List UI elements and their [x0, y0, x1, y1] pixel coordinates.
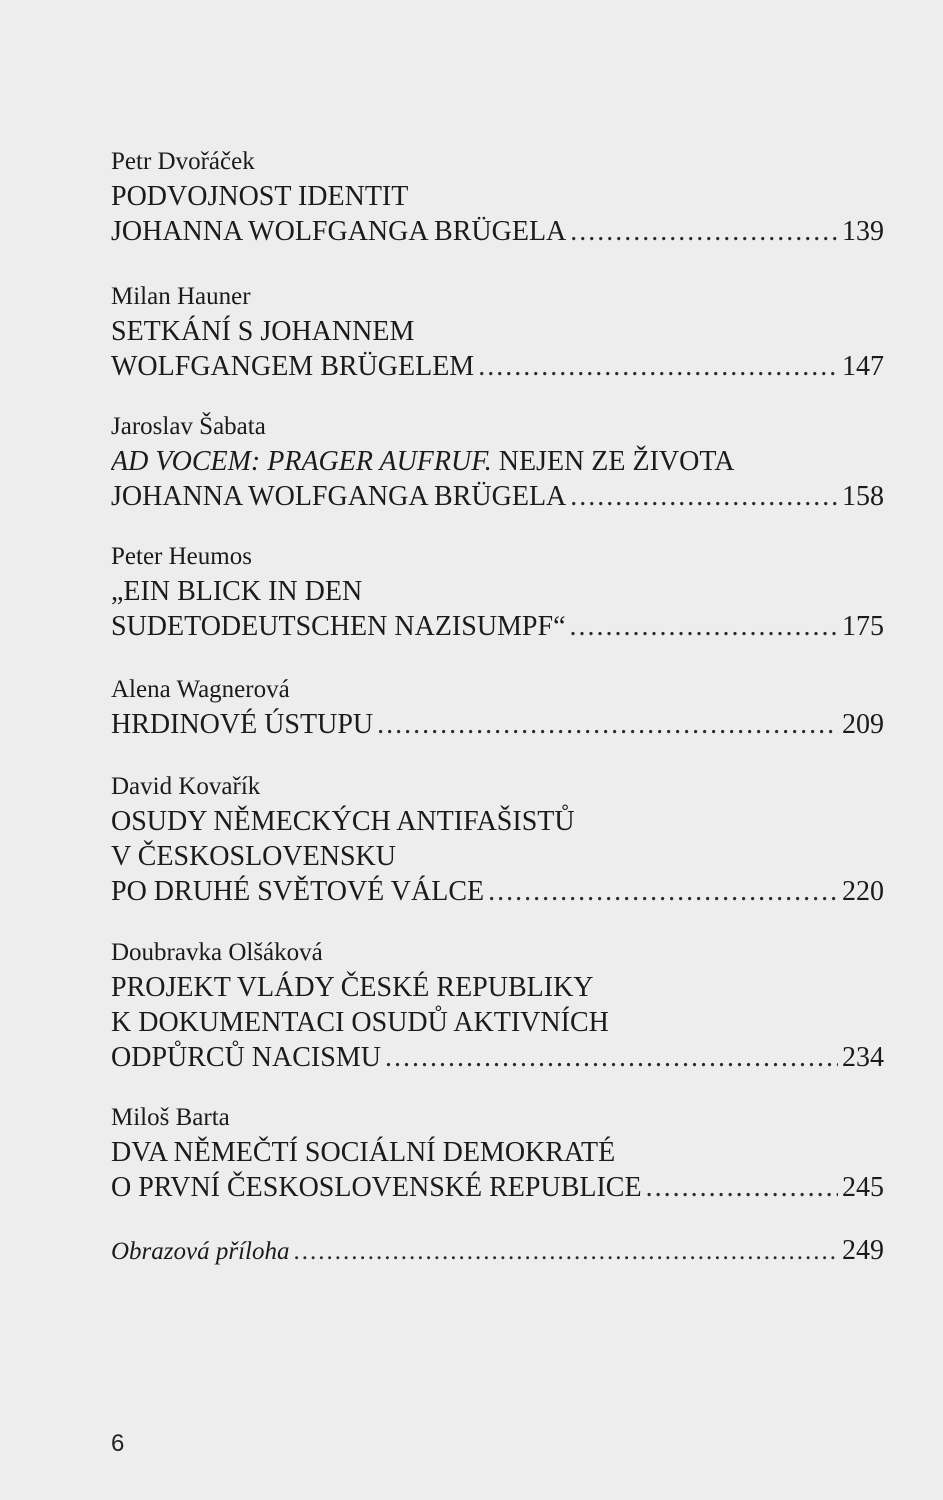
- entry-title-italic: AD VOCEM: PRAGER AUFRUF.: [111, 446, 492, 477]
- entry-title-line: DVA NĚMEČTÍ SOCIÁLNÍ DEMOKRATÉ: [111, 1137, 616, 1168]
- entry-title-last-line: [111, 609, 884, 644]
- entry-page-number: 175: [842, 611, 884, 642]
- entry-title-last-line: [111, 707, 884, 742]
- entry-page-number: 220: [842, 876, 884, 907]
- entry-author: Peter Heumos: [111, 543, 252, 570]
- entry-title-last-line: [111, 349, 884, 384]
- toc-entry: [111, 770, 884, 909]
- entry-title-line: [111, 444, 884, 479]
- entry-page-number: 234: [842, 1042, 884, 1073]
- dot-leader: [570, 609, 838, 644]
- dot-leader: [646, 1170, 838, 1205]
- toc-entry: [111, 280, 884, 384]
- entry-title-rest: NEJEN ZE ŽIVOTA: [491, 446, 735, 477]
- entry-author: David Kovařík: [111, 773, 261, 800]
- entry-title-text: ODPŮRCŮ NACISMU: [111, 1042, 381, 1073]
- entry-title-text: PO DRUHÉ SVĚTOVÉ VÁLCE: [111, 876, 485, 907]
- toc-entry: [111, 936, 884, 1075]
- entry-title-line: PODVOJNOST IDENTIT: [111, 181, 409, 212]
- entry-page-number: 139: [842, 216, 884, 247]
- entry-page-number: 245: [842, 1172, 884, 1203]
- entry-title-text: JOHANNA WOLFGANGA BRÜGELA: [111, 216, 567, 247]
- toc-entry-appendix: [111, 1233, 884, 1268]
- entry-title-line: V ČESKOSLOVENSKU: [111, 841, 396, 872]
- dot-leader: [293, 1234, 838, 1268]
- toc-entry: [111, 673, 884, 742]
- entry-author: Miloš Barta: [111, 1104, 230, 1131]
- dot-leader: [570, 214, 838, 249]
- entry-title-last-line: [111, 214, 884, 249]
- entry-title-line: PROJEKT VLÁDY ČESKÉ REPUBLIKY: [111, 972, 594, 1003]
- entry-title-text: SUDETODEUTSCHEN NAZISUMPF“: [111, 611, 566, 642]
- dot-leader: [385, 1040, 838, 1075]
- dot-leader: [570, 479, 838, 514]
- dot-leader: [478, 349, 838, 384]
- entry-author: Petr Dvořáček: [111, 148, 255, 175]
- appendix-label: Obrazová příloha: [111, 1238, 290, 1265]
- toc-entry: [111, 1101, 884, 1205]
- entry-title-last-line: [111, 874, 884, 909]
- entry-title-last-line: [111, 1170, 884, 1205]
- dot-leader: [488, 874, 838, 909]
- toc-entry: [111, 145, 884, 249]
- entry-title-text: HRDINOVÉ ÚSTUPU: [111, 709, 374, 740]
- entry-author: Alena Wagnerová: [111, 676, 290, 703]
- entry-title-line: K DOKUMENTACI OSUDŮ AKTIVNÍCH: [111, 1007, 609, 1038]
- entry-author: Jaroslav Šabata: [111, 413, 266, 440]
- entry-title-line: SETKÁNÍ S JOHANNEM: [111, 316, 415, 347]
- entry-title-line: OSUDY NĚMECKÝCH ANTIFAŠISTŮ: [111, 806, 575, 837]
- toc-entry: [111, 410, 884, 514]
- entry-title-text: WOLFGANGEM BRÜGELEM: [111, 351, 475, 382]
- page-folio: 6: [111, 1430, 125, 1457]
- entry-title-text: O PRVNÍ ČESKOSLOVENSKÉ REPUBLICE: [111, 1172, 642, 1203]
- entry-page-number: 147: [842, 351, 884, 382]
- toc-entry: [111, 540, 884, 644]
- appendix-line: [111, 1233, 884, 1268]
- entry-page-number: 209: [842, 709, 884, 740]
- entry-title-last-line: [111, 479, 884, 514]
- entry-page-number: 158: [842, 481, 884, 512]
- entry-title-text: JOHANNA WOLFGANGA BRÜGELA: [111, 481, 567, 512]
- entry-title-line: „EIN BLICK IN DEN: [111, 576, 363, 607]
- appendix-page-number: 249: [842, 1235, 884, 1266]
- entry-author: Milan Hauner: [111, 283, 251, 310]
- entry-author: Doubravka Olšáková: [111, 939, 323, 966]
- entry-title-last-line: [111, 1040, 884, 1075]
- dot-leader: [377, 707, 838, 742]
